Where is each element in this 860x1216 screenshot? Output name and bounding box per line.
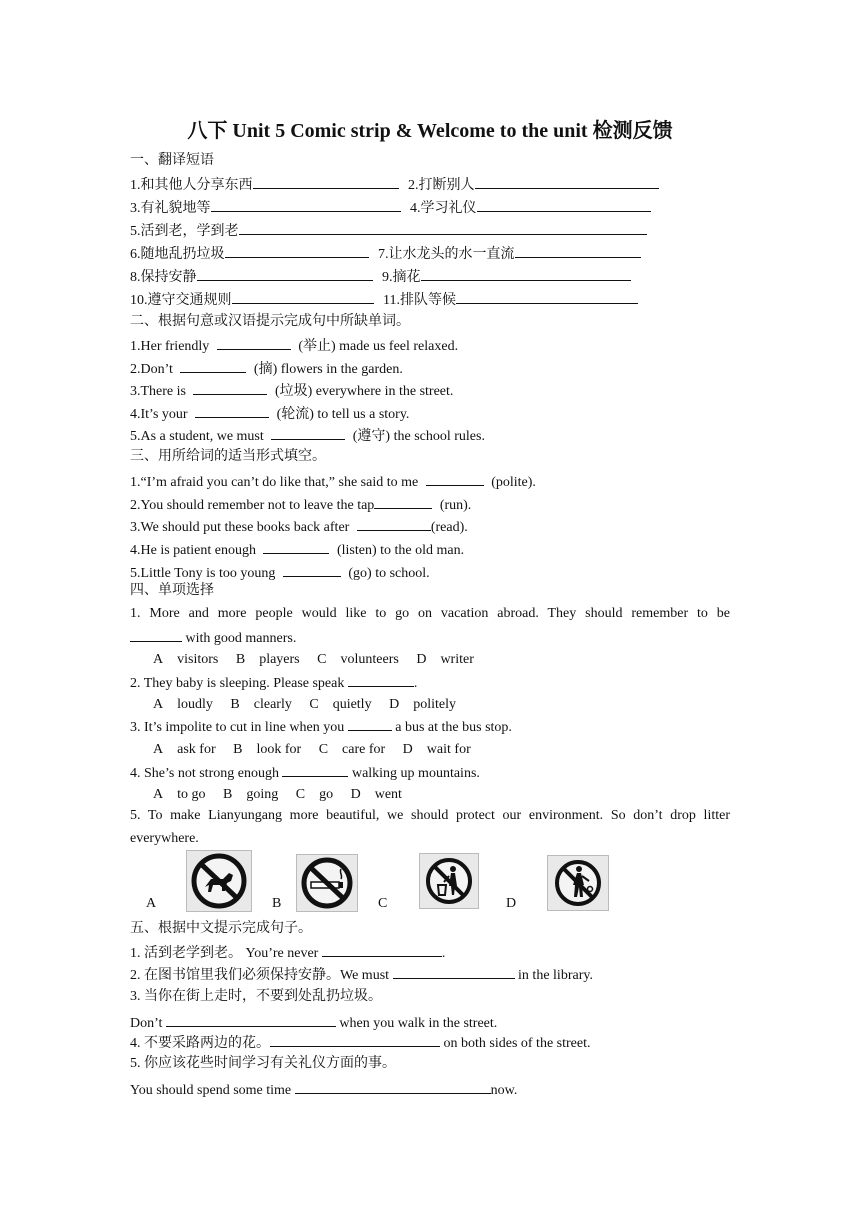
- question-text: 1. 活到老学到老。 You’re never: [130, 946, 319, 961]
- option-text[interactable]: ask for: [177, 742, 216, 757]
- picture-option-label: C: [378, 896, 388, 911]
- option-letter: D: [350, 787, 361, 802]
- option-text[interactable]: to go: [177, 787, 206, 802]
- question-text: 2. 在图书馆里我们必须保持安静。We must: [130, 968, 390, 983]
- option-text[interactable]: quietly: [332, 697, 372, 712]
- no-littering-sign-icon[interactable]: [419, 853, 479, 909]
- answer-blank[interactable]: [295, 1080, 491, 1094]
- question-text: .: [413, 676, 418, 691]
- question-text: now.: [490, 1083, 518, 1098]
- answer-blank[interactable]: [263, 540, 329, 554]
- s5-q5-cn: 5. 你应该花些时间学习有关礼仪方面的事。: [130, 1056, 396, 1071]
- s4-q4-options: [153, 787, 416, 803]
- question-text: (polite).: [491, 475, 536, 490]
- s4-q5-text: 5. To make Lianyungang more beautiful, we should protect our environment. So don’t drop litter: [130, 808, 730, 823]
- answer-blank[interactable]: [217, 336, 291, 350]
- question-text: (遵守) the school rules.: [352, 429, 485, 444]
- question-text: on both sides of the street.: [443, 1036, 591, 1051]
- answer-blank[interactable]: [253, 175, 399, 189]
- option-letter: C: [317, 652, 327, 667]
- s1-row-6: [130, 290, 638, 310]
- s4-q1-cont: [130, 628, 296, 648]
- question-text: a bus at the bus stop.: [395, 720, 512, 735]
- option-text[interactable]: care for: [342, 742, 386, 757]
- picture-option-label: A: [146, 896, 157, 911]
- s1-item: 9.摘花: [382, 270, 421, 285]
- question-text: (read).: [430, 520, 468, 535]
- s3-question: [130, 540, 464, 560]
- s1-item: 3.有礼貌地等: [130, 201, 211, 216]
- question-text: 1.“I’m afraid you can’t do like that,” she said to me: [130, 475, 419, 490]
- option-letter: D: [402, 742, 413, 757]
- s2-question: [130, 359, 403, 379]
- answer-blank[interactable]: [130, 628, 182, 642]
- answer-blank[interactable]: [195, 404, 269, 418]
- answer-blank[interactable]: [357, 517, 431, 531]
- option-text[interactable]: politely: [413, 697, 456, 712]
- s3-question: [130, 517, 468, 537]
- s2-question: [130, 404, 409, 424]
- question-text: in the library.: [518, 968, 593, 983]
- answer-blank[interactable]: [477, 198, 651, 212]
- option-letter: B: [223, 787, 233, 802]
- section-2-heading: 二、根据句意或汉语提示完成句中所缺单词。: [130, 314, 410, 329]
- option-text[interactable]: visitors: [177, 652, 219, 667]
- no-dogs-sign-icon[interactable]: [186, 850, 252, 912]
- s2-question: [130, 336, 458, 356]
- option-letter: A: [153, 697, 164, 712]
- option-letter: C: [295, 787, 306, 802]
- question-text: 3. It’s impolite to cut in line when you: [130, 720, 345, 735]
- answer-blank[interactable]: [193, 381, 267, 395]
- answer-blank[interactable]: [421, 267, 631, 281]
- s1-row-1: [130, 175, 659, 195]
- option-text[interactable]: loudly: [177, 697, 213, 712]
- question-text: 3.We should put these books back after: [130, 520, 350, 535]
- option-letter: A: [153, 787, 164, 802]
- answer-blank[interactable]: [374, 495, 432, 509]
- s5-q1: [130, 943, 445, 963]
- answer-blank[interactable]: [225, 244, 369, 258]
- answer-blank[interactable]: [283, 563, 341, 577]
- no-smoking-sign-icon[interactable]: [296, 854, 358, 912]
- option-text[interactable]: wait for: [426, 742, 471, 757]
- section-5-heading: 五、根据中文提示完成句子。: [130, 921, 312, 936]
- question-text: walking up mountains.: [351, 766, 480, 781]
- answer-blank[interactable]: [239, 221, 647, 235]
- option-letter: C: [318, 742, 329, 757]
- option-text[interactable]: go: [319, 787, 334, 802]
- question-text: 1.Her friendly: [130, 339, 210, 354]
- answer-blank[interactable]: [197, 267, 373, 281]
- s4-q2-options: [153, 697, 470, 713]
- option-text[interactable]: volunteers: [340, 652, 399, 667]
- s3-question: [130, 472, 536, 492]
- answer-blank[interactable]: [270, 1033, 440, 1047]
- s1-item: 5.活到老，学到老: [130, 224, 239, 239]
- picture-option-label: B: [272, 896, 282, 911]
- section-1-heading: 一、翻译短语: [130, 153, 214, 168]
- answer-blank[interactable]: [348, 673, 414, 687]
- answer-blank[interactable]: [426, 472, 484, 486]
- option-text[interactable]: writer: [440, 652, 474, 667]
- question-text: (run).: [439, 498, 472, 513]
- option-text[interactable]: going: [246, 787, 279, 802]
- s4-q2-text: [130, 673, 417, 693]
- option-letter: C: [309, 697, 319, 712]
- option-letter: B: [230, 697, 240, 712]
- s2-question: [130, 426, 485, 446]
- question-text: (摘) flowers in the garden.: [253, 362, 403, 377]
- question-text: .: [441, 946, 446, 961]
- s4-q3-text: [130, 717, 512, 737]
- question-text: 4.It’s your: [130, 407, 188, 422]
- question-text: with good manners.: [185, 631, 297, 646]
- answer-blank[interactable]: [211, 198, 401, 212]
- s5-q3-cn: 3. 当你在街上走时，不要到处乱扔垃圾。: [130, 989, 382, 1004]
- question-text: 5.Little Tony is too young: [130, 566, 276, 581]
- answer-blank[interactable]: [166, 1013, 336, 1027]
- option-letter: D: [416, 652, 427, 667]
- s3-question: [130, 495, 471, 515]
- answer-blank[interactable]: [232, 290, 374, 304]
- option-text[interactable]: clearly: [253, 697, 292, 712]
- question-text: Don’t: [130, 1016, 163, 1031]
- s4-q1-text: 1. More and more people would like to go on vacation abroad. They should remember to be: [130, 606, 730, 621]
- s1-item: 6.随地乱扔垃圾: [130, 247, 225, 262]
- s1-item: 8.保持安静: [130, 270, 197, 285]
- answer-blank[interactable]: [322, 943, 442, 957]
- s1-item: 11.排队等候: [383, 293, 456, 308]
- question-text: 2. They baby is sleeping. Please speak: [130, 676, 345, 691]
- s1-row-5: [130, 267, 631, 287]
- s2-question: [130, 381, 453, 401]
- question-text: 2.Don’t: [130, 362, 173, 377]
- answer-blank[interactable]: [348, 717, 392, 731]
- s1-item: 2.打断别人: [408, 178, 475, 193]
- s5-q2: [130, 965, 593, 985]
- answer-blank[interactable]: [456, 290, 638, 304]
- option-letter: A: [153, 652, 164, 667]
- question-text: 2.You should remember not to leave the tap: [130, 498, 375, 513]
- question-text: 4. She’s not strong enough: [130, 766, 279, 781]
- no-flower-picking-sign-icon[interactable]: [547, 855, 609, 911]
- s5-q5: [130, 1080, 517, 1100]
- question-text: when you walk in the street.: [339, 1016, 498, 1031]
- s5-q4: [130, 1033, 590, 1053]
- picture-option-label: D: [506, 896, 517, 911]
- s5-q3: [130, 1013, 497, 1033]
- s1-row-2: [130, 198, 651, 218]
- option-letter: B: [235, 652, 246, 667]
- s1-row-4: [130, 244, 641, 264]
- question-text: 4.He is patient enough: [130, 543, 256, 558]
- option-text[interactable]: look for: [256, 742, 302, 757]
- s1-item: 1.和其他人分享东西: [130, 178, 253, 193]
- s4-q3-options: [153, 742, 485, 758]
- answer-blank[interactable]: [515, 244, 641, 258]
- s4-q4-text: [130, 763, 480, 783]
- option-text[interactable]: went: [374, 787, 402, 802]
- s1-item: 10.遵守交通规则: [130, 293, 232, 308]
- s1-row-3: [130, 221, 647, 241]
- section-3-heading: 三、用所给词的适当形式填空。: [130, 449, 326, 464]
- question-text: (垃圾) everywhere in the street.: [274, 384, 454, 399]
- s1-item: 7.让水龙头的水一直流: [378, 247, 515, 262]
- question-text: (轮流) to tell us a story.: [276, 407, 410, 422]
- question-text: (举止) made us feel relaxed.: [298, 339, 459, 354]
- answer-blank[interactable]: [393, 965, 515, 979]
- question-text: 5.As a student, we must: [130, 429, 264, 444]
- answer-blank[interactable]: [271, 426, 345, 440]
- option-letter: A: [153, 742, 164, 757]
- question-text: 4. 不要采路两边的花。: [130, 1036, 270, 1051]
- option-text[interactable]: players: [259, 652, 300, 667]
- answer-blank[interactable]: [475, 175, 659, 189]
- s4-q1-options: [153, 652, 488, 668]
- page-title: 八下 Unit 5 Comic strip & Welcome to the unit 检测反馈: [187, 120, 673, 142]
- s4-q5-cont: everywhere.: [130, 831, 199, 846]
- question-text: 3.There is: [130, 384, 186, 399]
- question-text: You should spend some time: [130, 1083, 292, 1098]
- answer-blank[interactable]: [282, 763, 348, 777]
- answer-blank[interactable]: [180, 359, 246, 373]
- option-letter: D: [389, 697, 400, 712]
- question-text: (listen) to the old man.: [336, 543, 465, 558]
- s3-question: [130, 563, 430, 583]
- option-letter: B: [233, 742, 243, 757]
- section-4-heading: 四、单项选择: [130, 583, 214, 598]
- question-text: (go) to school.: [348, 566, 430, 581]
- s1-item: 4.学习礼仪: [410, 201, 477, 216]
